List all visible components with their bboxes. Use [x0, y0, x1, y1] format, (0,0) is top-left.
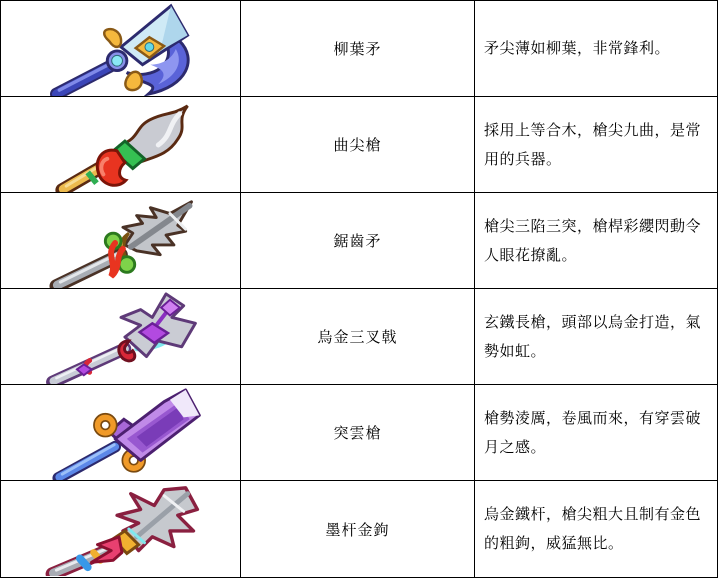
table-cell-icon [1, 1, 241, 97]
cloud-piercing-spear-icon [22, 386, 220, 480]
dark-gold-trident-icon [22, 290, 220, 384]
table-cell-icon [1, 385, 241, 481]
weapon-name: 曲尖槍 [241, 97, 475, 193]
willow-leaf-spear-icon [22, 2, 220, 96]
table-cell-icon [1, 97, 241, 193]
weapon-description: 烏金鐵杆，槍尖粗大且制有金色的粗鉤，威猛無比。 [484, 506, 702, 552]
table-cell-icon [1, 289, 241, 385]
table-cell-icon [1, 193, 241, 289]
sawtooth-spear-icon [22, 194, 220, 288]
weapon-description: 玄鐵長槍，頭部以烏金打造，氣勢如虹。 [475, 289, 717, 385]
weapon-name: 烏金三叉戟 [241, 289, 475, 385]
weapon-name: 柳葉矛 [241, 1, 475, 97]
weapon-description: 矛尖薄如柳葉，非常鋒利。 [475, 1, 717, 97]
weapon-description: 槍勢淩厲，卷風而來，有穿雲破月之感。 [475, 385, 717, 481]
weapon-description: 採用上等合木，槍尖九曲，是常用的兵器。 [475, 97, 717, 193]
weapon-name: 墨杆金鉤 [241, 481, 475, 577]
weapon-name: 突雲槍 [241, 385, 475, 481]
ink-shaft-gold-hook-icon [22, 482, 220, 576]
curved-tip-spear-icon [22, 98, 220, 192]
table-cell-icon [1, 481, 241, 577]
weapon-description: 槍尖三陷三突，槍桿彩纓閃動令人眼花撩亂。 [475, 193, 717, 289]
weapon-name: 鋸齒矛 [241, 193, 475, 289]
